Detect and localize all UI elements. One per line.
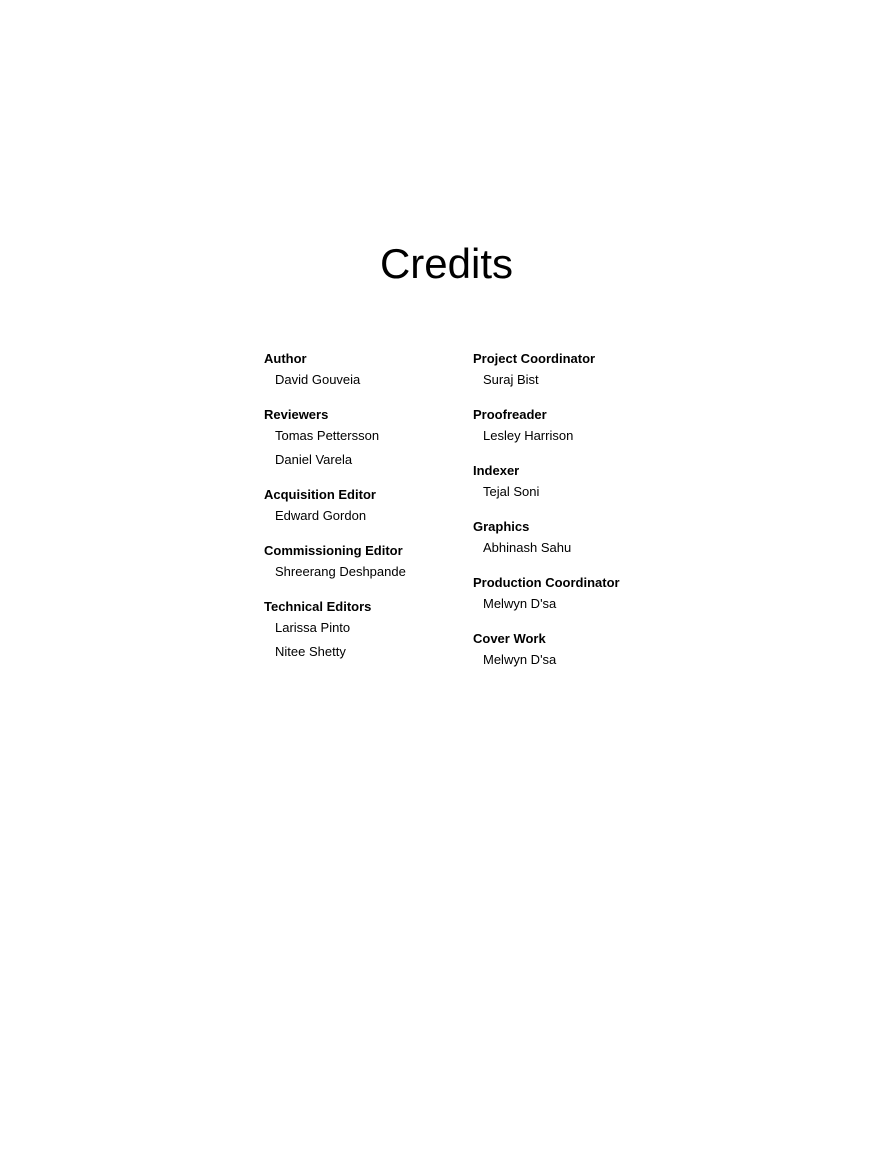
role-name: Abhinash Sahu [483, 540, 572, 555]
role-name: Nitee Shetty [275, 644, 346, 659]
role-name: Daniel Varela [275, 452, 353, 467]
role-title: Author [264, 351, 307, 366]
role-name: Suraj Bist [483, 372, 539, 387]
role-title: Proofreader [473, 407, 547, 422]
role-title: Cover Work [473, 631, 546, 646]
credit-role-acquisition-editor [264, 486, 464, 525]
role-name: Larissa Pinto [275, 620, 351, 635]
role-name: Tejal Soni [483, 484, 540, 499]
page-title: Credits [379, 240, 514, 287]
role-name: Lesley Harrison [483, 428, 574, 443]
credit-role-indexer [473, 462, 693, 501]
role-title: Production Coordinator [473, 575, 620, 590]
role-title: Graphics [473, 519, 530, 534]
credits-left-column [264, 350, 464, 678]
role-name: Melwyn D'sa [483, 652, 557, 667]
role-title: Commissioning Editor [264, 543, 403, 558]
credit-role-proofreader [473, 406, 693, 445]
credit-role-author [264, 350, 464, 389]
credit-role-production-coordinator [473, 574, 693, 613]
credit-role-graphics [473, 518, 693, 557]
role-name: Shreerang Deshpande [275, 564, 406, 579]
credit-role-technical-editors [264, 598, 464, 661]
credits-right-column [473, 350, 693, 686]
role-title: Project Coordinator [473, 351, 596, 366]
credit-role-commissioning-editor [264, 542, 464, 581]
role-name: Tomas Pettersson [275, 428, 380, 443]
role-title: Reviewers [264, 407, 329, 422]
role-title: Acquisition Editor [264, 487, 376, 502]
role-title: Indexer [473, 463, 520, 478]
role-name: David Gouveia [275, 372, 361, 387]
role-name: Melwyn D'sa [483, 596, 557, 611]
credit-role-project-coordinator [473, 350, 693, 389]
role-title: Technical Editors [264, 599, 372, 614]
credit-role-cover-work [473, 630, 693, 669]
role-name: Edward Gordon [275, 508, 367, 523]
credit-role-reviewers [264, 406, 464, 469]
